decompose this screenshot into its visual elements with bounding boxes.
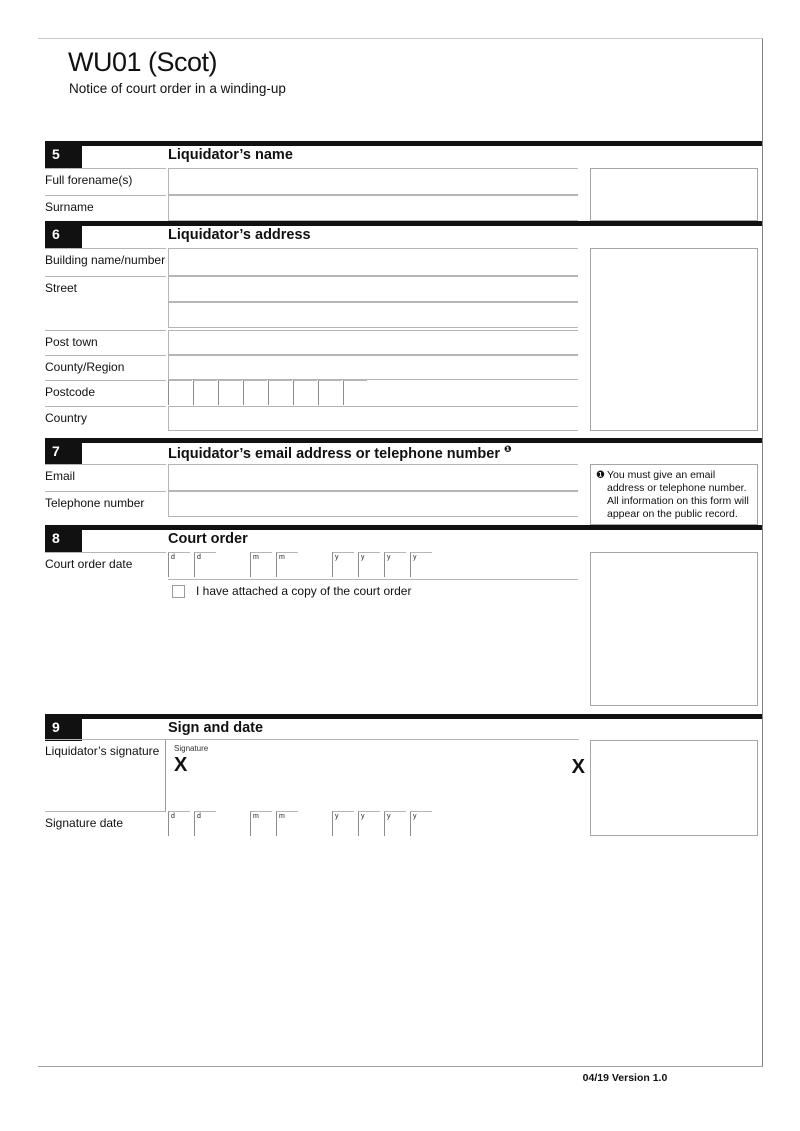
date-cell-day[interactable]: d	[168, 552, 190, 577]
section-7-title-text: Liquidator’s email address or telephone number	[168, 445, 500, 462]
court-order-attached-label: I have attached a copy of the court order	[196, 584, 412, 598]
date-cell-month[interactable]: m	[276, 811, 298, 836]
date-cell-day[interactable]: d	[168, 811, 190, 836]
email-input[interactable]	[168, 464, 578, 491]
form-title: WU01 (Scot)	[68, 47, 218, 77]
section-8-header	[45, 525, 762, 552]
court-order-date-boxes	[168, 552, 436, 577]
county-input[interactable]	[168, 355, 578, 380]
section-8-number: 8	[45, 525, 82, 552]
date-cell-month[interactable]: m	[276, 552, 298, 577]
postcode-cell[interactable]	[218, 380, 242, 405]
court-order-attached-checkbox[interactable]	[172, 585, 185, 598]
email-label: Email	[45, 464, 166, 483]
section-8-title: Court order	[168, 531, 248, 547]
date-cell-year[interactable]: y	[358, 552, 380, 577]
signature-date-label: Signature date	[45, 811, 166, 830]
date-cell-year[interactable]: y	[332, 552, 354, 577]
signature-box[interactable]	[165, 739, 585, 812]
postcode-cell[interactable]	[243, 380, 267, 405]
liquidator-signature-label: Liquidator’s signature	[45, 739, 166, 758]
signature-date-boxes	[168, 811, 436, 836]
signature-box-caption: Signature	[174, 744, 209, 753]
postcode-cell[interactable]	[343, 380, 367, 405]
date-cell-year[interactable]: y	[384, 811, 406, 836]
section-9-number: 9	[45, 714, 82, 741]
form-subtitle: Notice of court order in a winding-up	[69, 81, 286, 96]
court-order-date-label: Court order date	[45, 552, 166, 571]
building-label: Building name/number	[45, 248, 166, 267]
date-cell-month[interactable]: m	[250, 552, 272, 577]
section-5-number: 5	[45, 141, 82, 168]
surname-input[interactable]	[168, 195, 578, 221]
postcode-boxes	[168, 380, 368, 405]
postcode-cell[interactable]	[293, 380, 317, 405]
section-6-header	[45, 221, 762, 248]
section-5-office-box	[590, 168, 758, 221]
section-6-office-box	[590, 248, 758, 431]
full-forenames-label: Full forename(s)	[45, 168, 166, 187]
date-cell-year[interactable]: y	[384, 552, 406, 577]
form-version: 04/19 Version 1.0	[582, 1072, 668, 1084]
section-5-header	[45, 141, 762, 168]
street-input-line2[interactable]	[168, 302, 578, 328]
telephone-input[interactable]	[168, 491, 578, 517]
date-cell-year[interactable]: y	[410, 811, 432, 836]
date-cell-day[interactable]: d	[194, 811, 216, 836]
post-town-label: Post town	[45, 330, 166, 349]
postcode-cell[interactable]	[268, 380, 292, 405]
signature-x-mark-right: X	[571, 756, 585, 778]
post-town-input[interactable]	[168, 330, 578, 355]
date-cell-month[interactable]: m	[250, 811, 272, 836]
section-8-divider	[168, 579, 578, 580]
section-6-number: 6	[45, 221, 82, 248]
section-7-number: 7	[45, 438, 82, 465]
full-forenames-input[interactable]	[168, 168, 578, 195]
section-8-office-box	[590, 552, 758, 706]
form-page	[38, 38, 763, 1067]
country-input[interactable]	[168, 406, 578, 431]
section-5-title: Liquidator’s name	[168, 147, 293, 163]
date-cell-day[interactable]: d	[194, 552, 216, 577]
building-input[interactable]	[168, 248, 578, 276]
telephone-label: Telephone number	[45, 491, 166, 510]
section-7-note	[596, 469, 754, 521]
section-7-note-text: You must give an email address or telephone number. All information on this form will appear on the public record.	[607, 469, 749, 520]
date-cell-year[interactable]: y	[410, 552, 432, 577]
postcode-cell[interactable]	[318, 380, 342, 405]
country-label: Country	[45, 406, 166, 425]
postcode-cell[interactable]	[168, 380, 192, 405]
section-9-title: Sign and date	[168, 720, 264, 736]
street-label: Street	[45, 276, 166, 295]
date-cell-year[interactable]: y	[332, 811, 354, 836]
section-9-office-box	[590, 740, 758, 836]
date-cell-year[interactable]: y	[358, 811, 380, 836]
county-label: County/Region	[45, 355, 166, 374]
street-input[interactable]	[168, 276, 578, 302]
section-7-header	[45, 438, 762, 465]
section-7-title	[168, 444, 512, 462]
footnote-1-icon: ❶	[503, 444, 512, 454]
footnote-1-icon: ❶	[596, 470, 605, 481]
section-6-title: Liquidator’s address	[168, 227, 311, 243]
postcode-label: Postcode	[45, 380, 166, 399]
postcode-cell[interactable]	[193, 380, 217, 405]
surname-label: Surname	[45, 195, 166, 214]
signature-x-mark-left: X	[174, 754, 188, 776]
section-9-header	[45, 714, 762, 741]
